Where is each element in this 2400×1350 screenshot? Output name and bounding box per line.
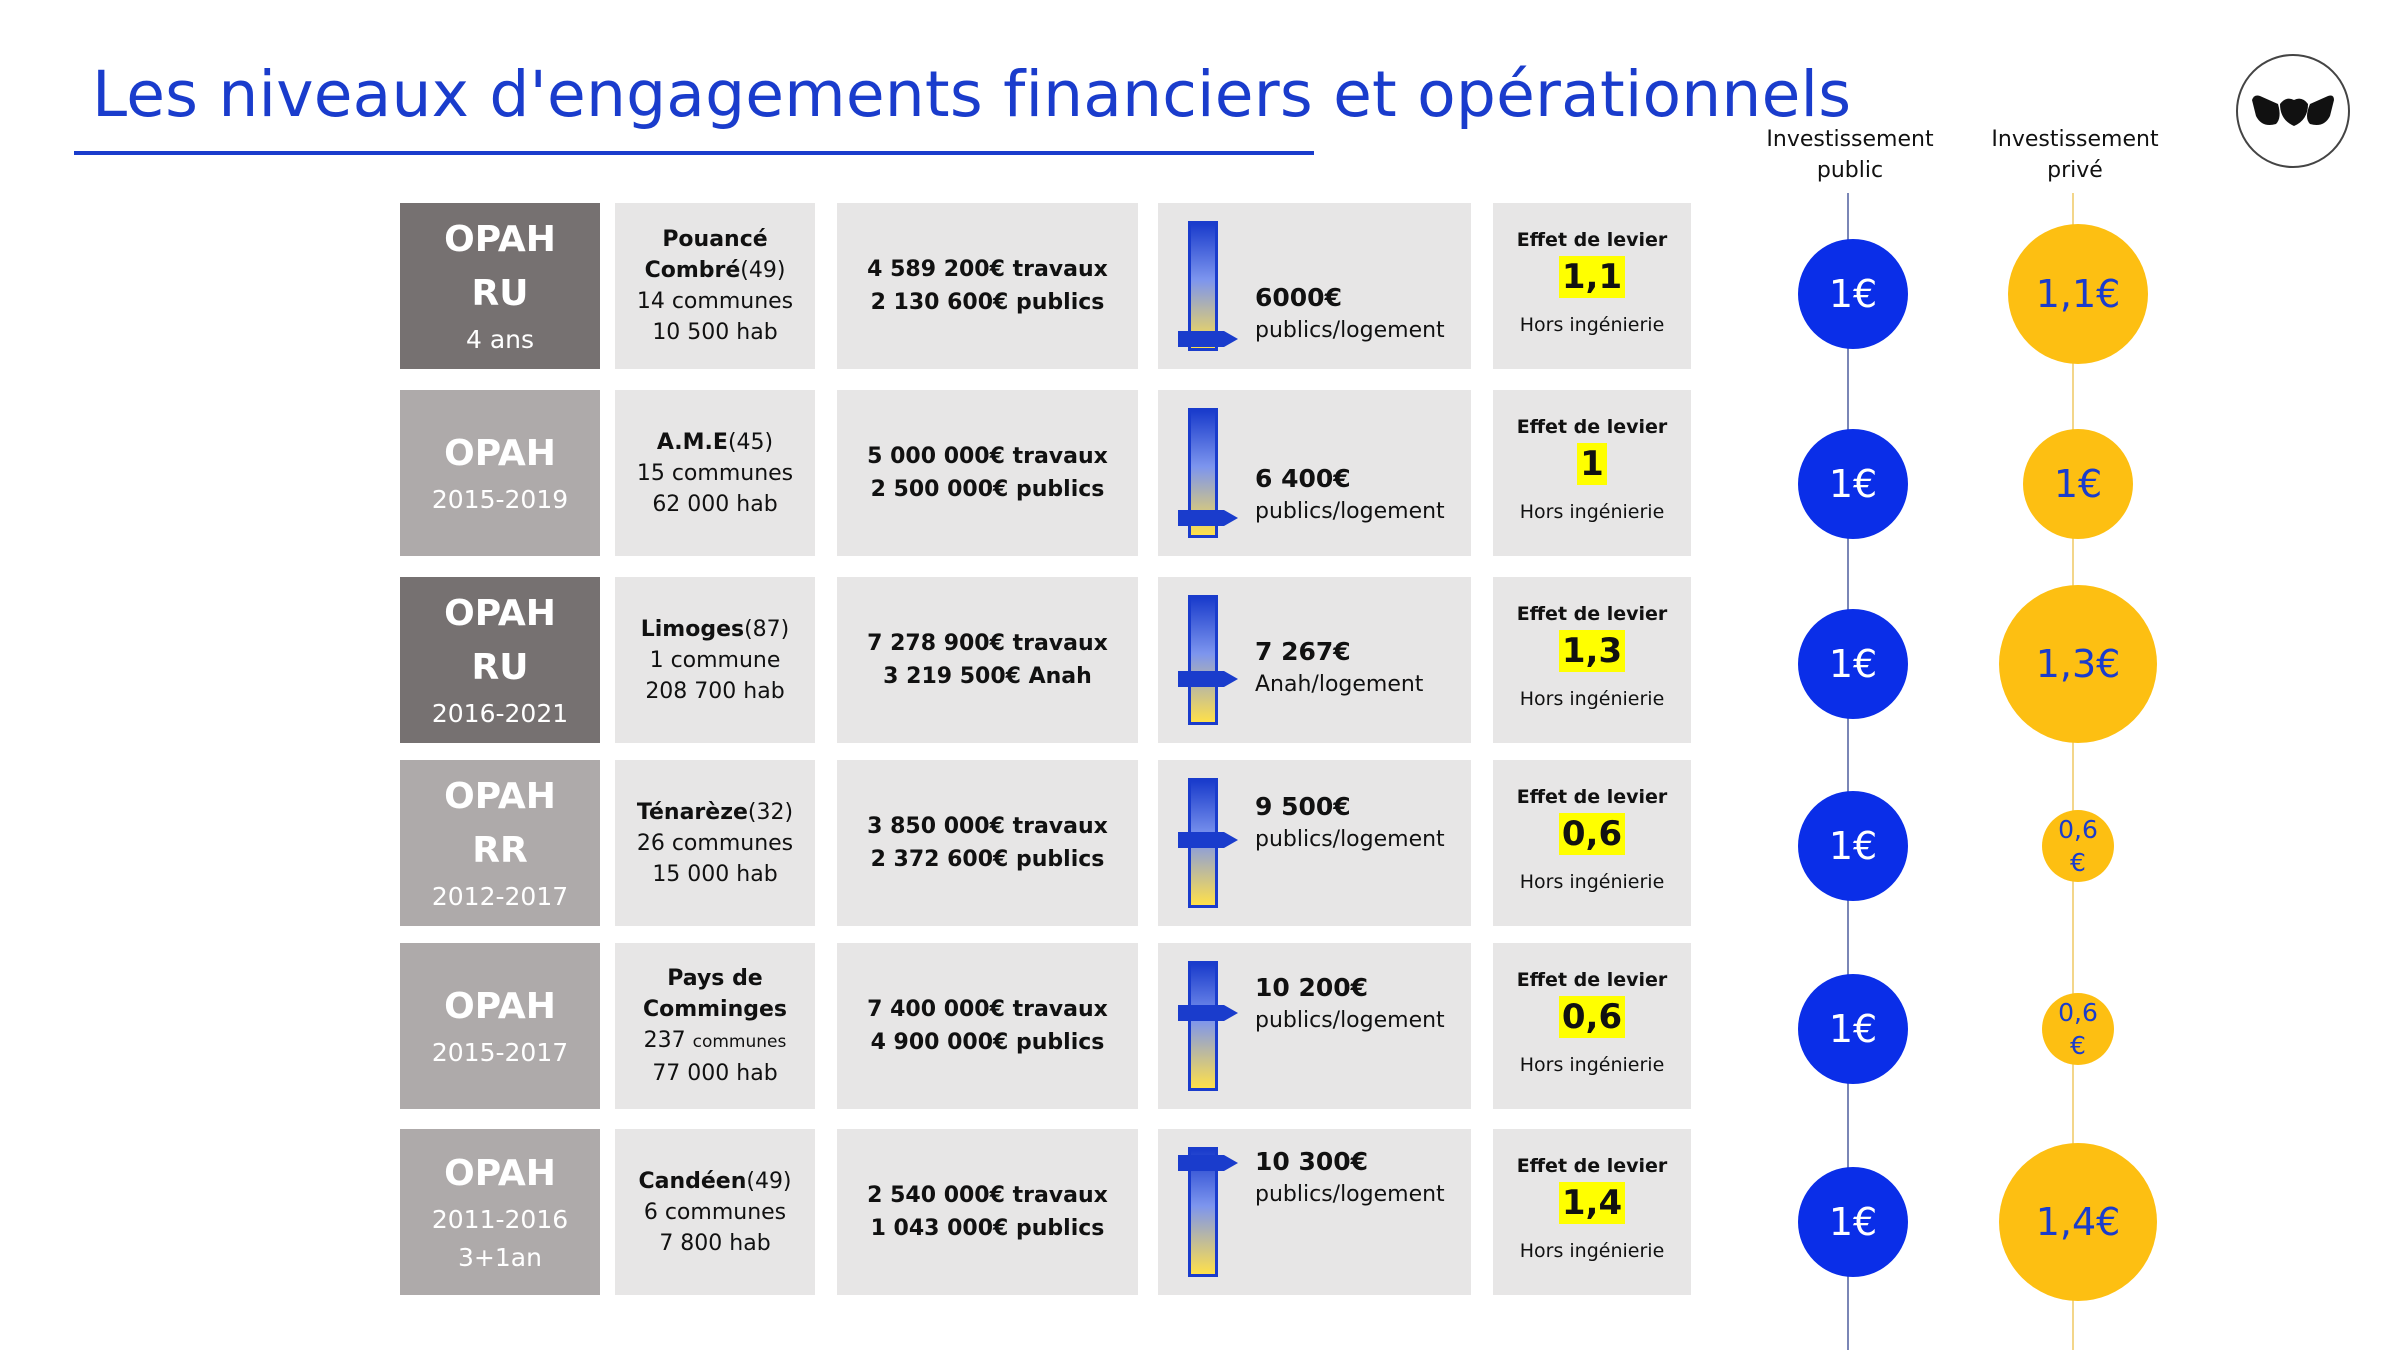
gauge-arrow-icon (1178, 1002, 1240, 1024)
communes-count: 6 communes (643, 1199, 787, 1225)
private-investment-circle: 0,6 € (2042, 810, 2114, 882)
leverage-value: 1,4 (1559, 1182, 1625, 1224)
population: 208 700 hab (645, 678, 785, 704)
leverage-label: Effet de levier (1516, 416, 1668, 438)
territory-name-line (645, 255, 786, 286)
public-investment-circle: 1€ (1798, 791, 1908, 901)
territory-cell (615, 203, 815, 369)
leverage-value: 0,6 (1559, 813, 1625, 855)
public-amount: 2 500 000€ publics (870, 477, 1105, 502)
per-housing-label: publics/logement (1255, 827, 1445, 852)
private-investment-circle: 1,4€ (1999, 1143, 2157, 1301)
program-period: 2015-2017 (431, 1038, 569, 1067)
per-housing-cell (1158, 943, 1471, 1109)
works-amount: 4 589 200€ travaux (867, 257, 1108, 282)
per-housing-label: Anah/logement (1255, 672, 1424, 697)
gauge-arrow-icon (1178, 1152, 1240, 1174)
program-type: RU (471, 647, 529, 688)
territory-name-2: Combré (644, 258, 741, 283)
territory-name: Pouancé (662, 227, 768, 252)
leverage-label: Effet de levier (1516, 969, 1668, 991)
private-investment-circle: 1€ (2023, 429, 2133, 539)
per-housing-cell (1158, 577, 1471, 743)
amounts-cell (837, 203, 1138, 369)
program-period: 2015-2019 (431, 485, 569, 514)
per-housing-text (1255, 281, 1445, 347)
territory-cell (615, 943, 815, 1109)
communes-line (637, 458, 793, 489)
leverage-cell (1493, 760, 1691, 926)
amounts-cell (837, 760, 1138, 926)
program-type: RU (471, 273, 529, 314)
program-period: 2012-2017 (431, 882, 569, 911)
leverage-cell (1493, 577, 1691, 743)
program-cell (400, 943, 600, 1109)
program-name: OPAH (444, 986, 556, 1027)
works-amount: 3 850 000€ travaux (867, 814, 1108, 839)
leverage-label: Effet de levier (1516, 786, 1668, 808)
territory-name: Ténarèze (636, 799, 748, 825)
per-housing-amount: 10 300€ (1255, 1147, 1369, 1176)
public-investment-circle: 1€ (1798, 429, 1908, 539)
gauge-arrow-icon (1178, 668, 1240, 690)
communes-count: 237 (643, 1028, 686, 1053)
works-amount: 7 400 000€ travaux (867, 997, 1108, 1022)
public-investment-circle: 1€ (1798, 974, 1908, 1084)
communes-count: 14 communes (636, 289, 794, 314)
per-housing-amount: 10 200€ (1255, 973, 1369, 1002)
gauge-bar (1188, 595, 1218, 725)
per-housing-label: publics/logement (1255, 1008, 1445, 1033)
program-period: 2016-2021 (431, 699, 569, 728)
program-cell (400, 577, 600, 743)
territory-name-line (638, 1166, 791, 1197)
header-private-investment: Investissement privé (1991, 127, 2159, 183)
program-name: OPAH (444, 219, 556, 260)
excluding-engineering: Hors ingénierie (1519, 871, 1665, 893)
per-housing-label: publics/logement (1255, 1182, 1445, 1207)
program-name: OPAH (444, 1153, 556, 1194)
excluding-engineering: Hors ingénierie (1519, 1240, 1665, 1262)
population: 10 500 hab (652, 320, 778, 345)
private-investment-circle: 1,3€ (1999, 585, 2157, 743)
communes-count: 1 commune (649, 647, 781, 673)
program-row (0, 943, 2400, 1109)
excluding-engineering: Hors ingénierie (1519, 501, 1665, 523)
program-cell (400, 1129, 600, 1295)
per-housing-text (1255, 1145, 1445, 1211)
per-housing-amount: 6 400€ (1255, 464, 1351, 493)
public-investment-circle: 1€ (1798, 239, 1908, 349)
leverage-label: Effet de levier (1516, 229, 1668, 251)
gauge-arrow-icon (1178, 507, 1240, 529)
communes-count: 15 communes (636, 460, 794, 486)
territory-cell (615, 760, 815, 926)
per-housing-label: publics/logement (1255, 318, 1445, 343)
communes-line (644, 1025, 787, 1058)
communes-line (637, 828, 793, 859)
department-code: (32) (747, 799, 794, 825)
leverage-cell (1493, 1129, 1691, 1295)
leverage-cell (1493, 390, 1691, 556)
per-housing-amount: 6000€ (1255, 283, 1342, 312)
public-amount: 4 900 000€ publics (870, 1030, 1105, 1055)
private-investment-circle: 0,6 € (2042, 993, 2114, 1065)
public-amount: 2 372 600€ publics (870, 847, 1105, 872)
leverage-value: 1,1 (1559, 256, 1625, 298)
per-housing-amount: 9 500€ (1255, 792, 1351, 821)
public-amount: 3 219 500€ Anah (883, 664, 1092, 689)
population: 62 000 hab (652, 491, 778, 517)
program-name: OPAH (444, 593, 556, 634)
leverage-value: 1 (1577, 443, 1607, 485)
private-investment-circle: 1,1€ (2008, 224, 2148, 364)
excluding-engineering: Hors ingénierie (1519, 688, 1665, 710)
communes-label: communes (692, 1032, 787, 1052)
program-row (0, 760, 2400, 926)
leverage-cell (1493, 203, 1691, 369)
territory-name: Candéen (638, 1168, 747, 1194)
program-period: 4 ans (465, 325, 535, 354)
public-amount: 2 130 600€ publics (870, 290, 1105, 315)
works-amount: 7 278 900€ travaux (867, 631, 1108, 656)
public-amount: 1 043 000€ publics (870, 1216, 1105, 1241)
per-housing-cell (1158, 1129, 1471, 1295)
gauge-bar (1188, 961, 1218, 1091)
territory-name: Limoges (640, 616, 745, 642)
leverage-value: 0,6 (1559, 996, 1625, 1038)
gauge-arrow-icon (1178, 829, 1240, 851)
department-code: (45) (727, 429, 774, 455)
gauge-arrow-icon (1178, 328, 1240, 350)
header-public-investment: Investissement public (1766, 127, 1934, 183)
communes-line (644, 1197, 786, 1228)
works-amount: 2 540 000€ travaux (867, 1183, 1108, 1208)
per-housing-amount: 7 267€ (1255, 637, 1351, 666)
territory-name-line (667, 963, 762, 994)
works-amount: 5 000 000€ travaux (867, 444, 1108, 469)
territory-name-line (641, 614, 790, 645)
per-housing-text (1255, 790, 1445, 856)
amounts-cell (837, 577, 1138, 743)
territory-cell (615, 577, 815, 743)
public-investment-circle: 1€ (1798, 1167, 1908, 1277)
program-type: RR (472, 830, 528, 871)
leverage-value: 1,3 (1559, 630, 1625, 672)
population: 7 800 hab (659, 1230, 771, 1256)
territory-name-2: Comminges (642, 997, 788, 1022)
territory-cell (615, 1129, 815, 1295)
program-name: OPAH (444, 776, 556, 817)
excluding-engineering: Hors ingénierie (1519, 1054, 1665, 1076)
program-period: 2011-2016 (431, 1205, 569, 1234)
program-cell (400, 203, 600, 369)
per-housing-cell (1158, 390, 1471, 556)
per-housing-text (1255, 462, 1445, 528)
title-underline (74, 151, 1314, 155)
department-code: (87) (744, 616, 790, 642)
amounts-cell (837, 390, 1138, 556)
amounts-cell (837, 1129, 1138, 1295)
excluding-engineering: Hors ingénierie (1519, 314, 1665, 336)
program-duration: 3+1an (458, 1243, 542, 1272)
page-title: Les niveaux d'engagements financiers et opérationnels (92, 58, 1852, 131)
public-investment-circle: 1€ (1798, 609, 1908, 719)
department-code: (49) (746, 1168, 792, 1194)
leverage-label: Effet de levier (1516, 603, 1668, 625)
per-housing-label: publics/logement (1255, 499, 1445, 524)
per-housing-text (1255, 635, 1423, 701)
department-code: (49) (740, 258, 786, 283)
program-cell (400, 390, 600, 556)
amounts-cell (837, 943, 1138, 1109)
communes-line (637, 286, 793, 317)
program-cell (400, 760, 600, 926)
territory-name-line (662, 224, 767, 255)
population: 15 000 hab (652, 861, 778, 887)
communes-line (650, 645, 781, 676)
territory-name-line (637, 797, 793, 828)
communes-count: 26 communes (636, 830, 794, 856)
program-name: OPAH (444, 433, 556, 474)
per-housing-text (1255, 971, 1445, 1037)
territory-name: Pays de (667, 966, 763, 991)
territory-name-line (643, 994, 787, 1025)
per-housing-cell (1158, 760, 1471, 926)
company-logo-icon (2236, 54, 2350, 168)
territory-name-line (657, 427, 773, 458)
per-housing-cell (1158, 203, 1471, 369)
population: 77 000 hab (652, 1061, 778, 1086)
territory-cell (615, 390, 815, 556)
territory-name: A.M.E (656, 429, 728, 455)
leverage-cell (1493, 943, 1691, 1109)
leverage-label: Effet de levier (1516, 1155, 1668, 1177)
